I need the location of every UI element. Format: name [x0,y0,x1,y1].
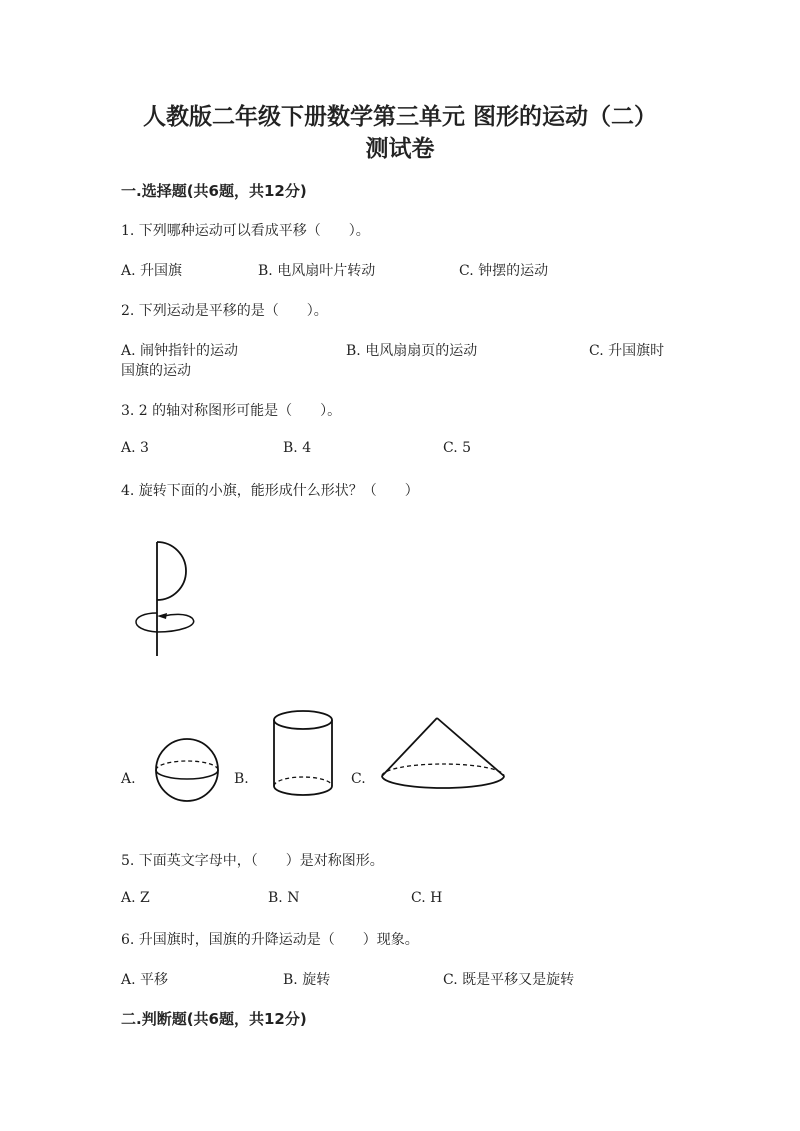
question-3-option-b: B. 4 [283,440,312,456]
question-5-option-b: B. N [268,890,300,906]
question-2-option-b: B. 电风扇扇页的运动 [346,343,478,359]
question-2-option-c: C. 升国旗时 [589,343,665,359]
question-2-option-c-continuation: 国旗的运动 [121,363,191,379]
question-4-option-b: B. [234,771,249,787]
question-5-option-a: A. Z [121,890,150,906]
page-subtitle: 测试卷 [365,136,435,162]
question-6-option-b: B. 旋转 [283,972,331,988]
question-1-option-a: A. 升国旗 [121,263,183,279]
question-1-option-c: C. 钟摆的运动 [459,263,549,279]
question-3-stem: 3. 2 的轴对称图形可能是（ ）。 [121,403,342,419]
question-5-stem: 5. 下面英文字母中，（ ）是对称图形。 [121,853,384,869]
question-1-stem: 1. 下列哪种运动可以看成平移（ ）。 [121,223,370,239]
question-3-option-a: A. 3 [121,440,149,456]
question-6-option-a: A. 平移 [121,972,169,988]
question-1-option-b: B. 电风扇叶片转动 [258,263,376,279]
question-6-option-c: C. 既是平移又是旋转 [443,972,575,988]
question-4-option-a: A. [121,771,136,787]
flag-rotation-figure [120,530,210,660]
section-heading-judgement: 二.判断题(共6题，共12分) [121,1010,307,1028]
question-4-option-c: C. [351,771,366,787]
question-2-option-a: A. 闹钟指针的运动 [121,343,239,359]
question-6-stem: 6. 升国旗时，国旗的升降运动是（ ）现象。 [121,932,419,948]
question-5-option-c: C. H [411,890,443,906]
question-2-stem: 2. 下列运动是平移的是（ ）。 [121,303,328,319]
question-3-option-c: C. 5 [443,440,472,456]
sphere-figure [150,733,226,809]
question-4-stem: 4. 旋转下面的小旗，能形成什么形状？（ ） [121,483,419,499]
section-heading-choice: 一.选择题(共6题，共12分) [121,182,307,200]
page-title: 人教版二年级下册数学第三单元 图形的运动（二） [142,104,657,130]
cylinder-figure [268,706,340,802]
cone-figure [378,712,510,796]
